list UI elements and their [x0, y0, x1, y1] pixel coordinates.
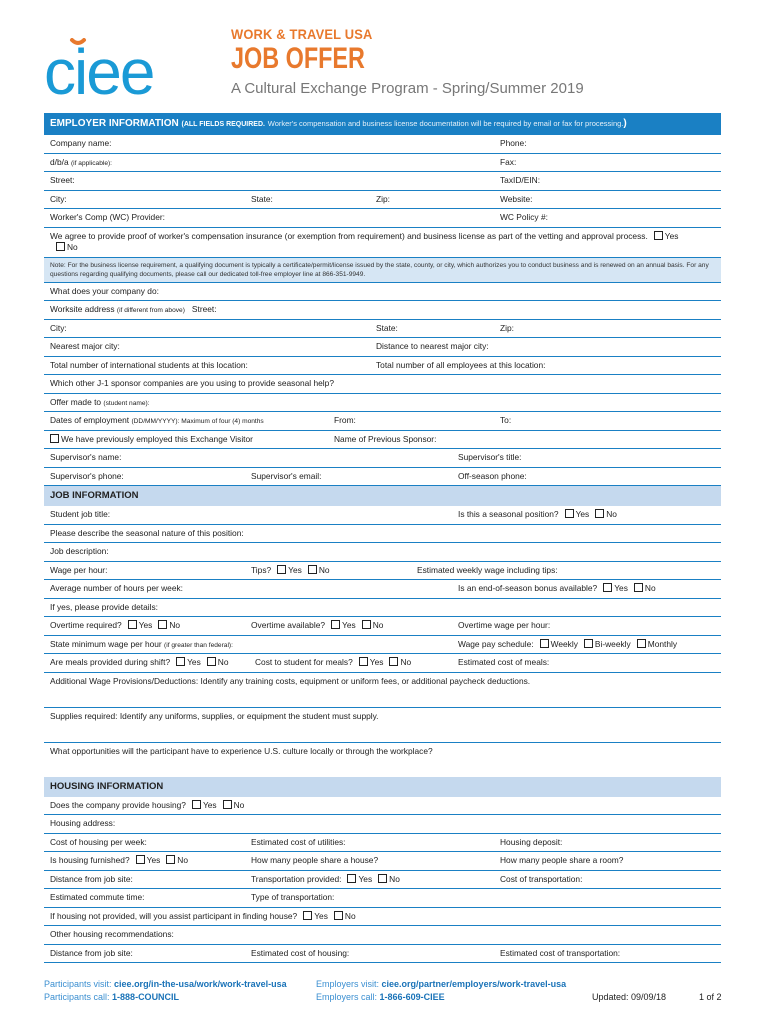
form-row[interactable]: Estimated commute time: Type of transportation:	[44, 889, 721, 908]
meals-yes-checkbox[interactable]	[176, 657, 185, 666]
ot-available-no-checkbox[interactable]	[362, 620, 371, 629]
housing-info-header: HOUSING INFORMATION	[44, 777, 721, 797]
biweekly-checkbox[interactable]	[584, 639, 593, 648]
tips-yes-checkbox[interactable]	[277, 565, 286, 574]
form-row[interactable]: What opportunities will the participant have to experience U.S. culture locally or through the workplace?	[50, 745, 433, 756]
ot-required-yes-checkbox[interactable]	[128, 620, 137, 629]
form-row[interactable]: Average number of hours per week: Is an end-of-season bonus available? Yes No	[44, 580, 721, 599]
bonus-no-checkbox[interactable]	[634, 583, 643, 592]
form-row[interactable]: Company name: Phone:	[44, 135, 721, 154]
form-row[interactable]: Nearest major city: Distance to nearest major city:	[44, 338, 721, 357]
form-row[interactable]: Additional Wage Provisions/Deductions: Identify any training costs, equipment or uniform fees, or additional paycheck deductions.	[44, 673, 721, 708]
form-row[interactable]: Distance from job site: Estimated cost of housing: Estimated cost of transportation:	[44, 945, 721, 964]
form-row[interactable]: Cost of housing per week: Estimated cost of utilities: Housing deposit:	[44, 834, 721, 853]
form-row[interactable]: City: State: Zip: Website:	[44, 191, 721, 210]
furnished-no-checkbox[interactable]	[166, 855, 175, 864]
form-row[interactable]: Does the company provide housing? Yes No	[44, 797, 721, 816]
employers-phone[interactable]: 1-866-609-CIEE	[379, 992, 445, 1002]
agree-yes-checkbox[interactable]	[654, 231, 663, 240]
housing-no-checkbox[interactable]	[223, 800, 232, 809]
assist-yes-checkbox[interactable]	[303, 911, 312, 920]
form-row[interactable]: What does your company do:	[44, 283, 721, 302]
form-row[interactable]: Wage per hour: Tips? Yes No Estimated weekly wage including tips:	[44, 562, 721, 581]
meals-no-checkbox[interactable]	[207, 657, 216, 666]
prev-employed-checkbox[interactable]	[50, 434, 59, 443]
meals-cost-no-checkbox[interactable]	[389, 657, 398, 666]
form-row[interactable]: Supplies required: Identify any uniforms, supplies, or equipment the student must supply.	[44, 708, 721, 743]
form-row[interactable]: If housing not provided, will you assist participant in finding house? Yes No	[44, 908, 721, 927]
seasonal-yes-checkbox[interactable]	[565, 509, 574, 518]
form-row[interactable]: d/b/a (if applicable): Fax:	[44, 154, 721, 173]
tagline: A Cultural Exchange Program - Spring/Summer 2019	[231, 80, 584, 97]
form-row[interactable]: Supervisor's name: Supervisor's title:	[44, 449, 721, 468]
weekly-checkbox[interactable]	[540, 639, 549, 648]
form-row[interactable]: Street: TaxID/EIN:	[44, 172, 721, 191]
form-row[interactable]: Are meals provided during shift? Yes No Cost to student for meals? Yes No Estimated cost of meals:	[44, 654, 721, 673]
form-row[interactable]: We have previously employed this Exchange Visitor Name of Previous Sponsor:	[44, 431, 721, 450]
ot-available-yes-checkbox[interactable]	[331, 620, 340, 629]
form-row[interactable]: Overtime required? Yes No Overtime available? Yes No Overtime wage per hour:	[44, 617, 721, 636]
license-note: Note: For the business license requirement, a qualifying document is typically a certificate/permit/license issued by the state, county, or city, which authorizes you to conduct business and is renewed on an annual basis. For any questions regarding qualifying documents, please call our dedicated toll-free employer line at 866-351-9949.	[44, 258, 721, 283]
agree-no-checkbox[interactable]	[56, 242, 65, 251]
transport-yes-checkbox[interactable]	[347, 874, 356, 883]
furnished-yes-checkbox[interactable]	[136, 855, 145, 864]
form-row[interactable]: City: State: Zip:	[44, 320, 721, 339]
form-row[interactable]: If yes, please provide details:	[44, 599, 721, 618]
program-name: WORK & TRAVEL USA	[231, 26, 373, 42]
updated-date: Updated: 09/09/18	[592, 992, 667, 1002]
housing-yes-checkbox[interactable]	[192, 800, 201, 809]
form-row[interactable]: Worksite address (if different from above) Street:	[44, 301, 721, 320]
job-info-header: JOB INFORMATION	[44, 486, 721, 506]
form-row[interactable]: Which other J-1 sponsor companies are you using to provide seasonal help?	[44, 375, 721, 394]
svg-text:ciee: ciee	[44, 38, 154, 100]
form-row[interactable]: Is housing furnished? Yes No How many people share a house? How many people share a room?	[44, 852, 721, 871]
footer-participants: Participants visit: ciee.org/in-the-usa/work/work-travel-usa Participants call: 1-888-COUNCIL	[44, 979, 287, 1002]
participants-phone[interactable]: 1-888-COUNCIL	[112, 992, 180, 1002]
employer-info-header: EMPLOYER INFORMATION (ALL FIELDS REQUIRED. Worker's compensation and business license documentation will be required by email or fax for processing.)	[44, 113, 721, 135]
form-row[interactable]: Student job title: Is this a seasonal position? Yes No	[44, 506, 721, 525]
form-row[interactable]: Offer made to (student name):	[44, 394, 721, 413]
form-row[interactable]: Housing address:	[44, 815, 721, 834]
form-row[interactable]: Distance from job site: Transportation provided: Yes No Cost of transportation:	[44, 871, 721, 890]
job-offer-form	[44, 113, 721, 963]
form-row[interactable]: Supervisor's phone: Supervisor's email: Off-season phone:	[44, 468, 721, 487]
form-row[interactable]: Other housing recommendations:	[44, 926, 721, 945]
form-row[interactable]: Total number of international students at this location: Total number of all employees at this location:	[44, 357, 721, 376]
seasonal-no-checkbox[interactable]	[595, 509, 604, 518]
footer-employers: Employers visit: ciee.org/partner/employers/work-travel-usa Employers call: 1-866-609-CIEE	[316, 979, 567, 1002]
page-number: 1 of 2	[699, 992, 722, 1002]
participants-link[interactable]: ciee.org/in-the-usa/work/work-travel-usa	[114, 979, 287, 989]
assist-no-checkbox[interactable]	[334, 911, 343, 920]
tips-no-checkbox[interactable]	[308, 565, 317, 574]
form-row[interactable]: Please describe the seasonal nature of this position:	[44, 525, 721, 544]
bonus-yes-checkbox[interactable]	[603, 583, 612, 592]
ciee-logo	[44, 38, 194, 100]
form-row[interactable]: Worker's Comp (WC) Provider: WC Policy #:	[44, 209, 721, 228]
form-row[interactable]: Job description:	[44, 543, 721, 562]
agree-row: We agree to provide proof of worker's compensation insurance (or exemption from requirement) and business license as part of the vetting and approval process. YesNo	[44, 228, 721, 258]
transport-no-checkbox[interactable]	[378, 874, 387, 883]
monthly-checkbox[interactable]	[637, 639, 646, 648]
form-row[interactable]: Dates of employment (DD/MM/YYYY): Maximum of four (4) months From: To:	[44, 412, 721, 431]
employers-link[interactable]: ciee.org/partner/employers/work-travel-usa	[381, 979, 567, 989]
ot-required-no-checkbox[interactable]	[158, 620, 167, 629]
form-row[interactable]: State minimum wage per hour (if greater than federal): Wage pay schedule: Weekly Bi-weekly Monthly	[44, 636, 721, 655]
meals-cost-yes-checkbox[interactable]	[359, 657, 368, 666]
page-title: JOB OFFER	[231, 42, 365, 75]
